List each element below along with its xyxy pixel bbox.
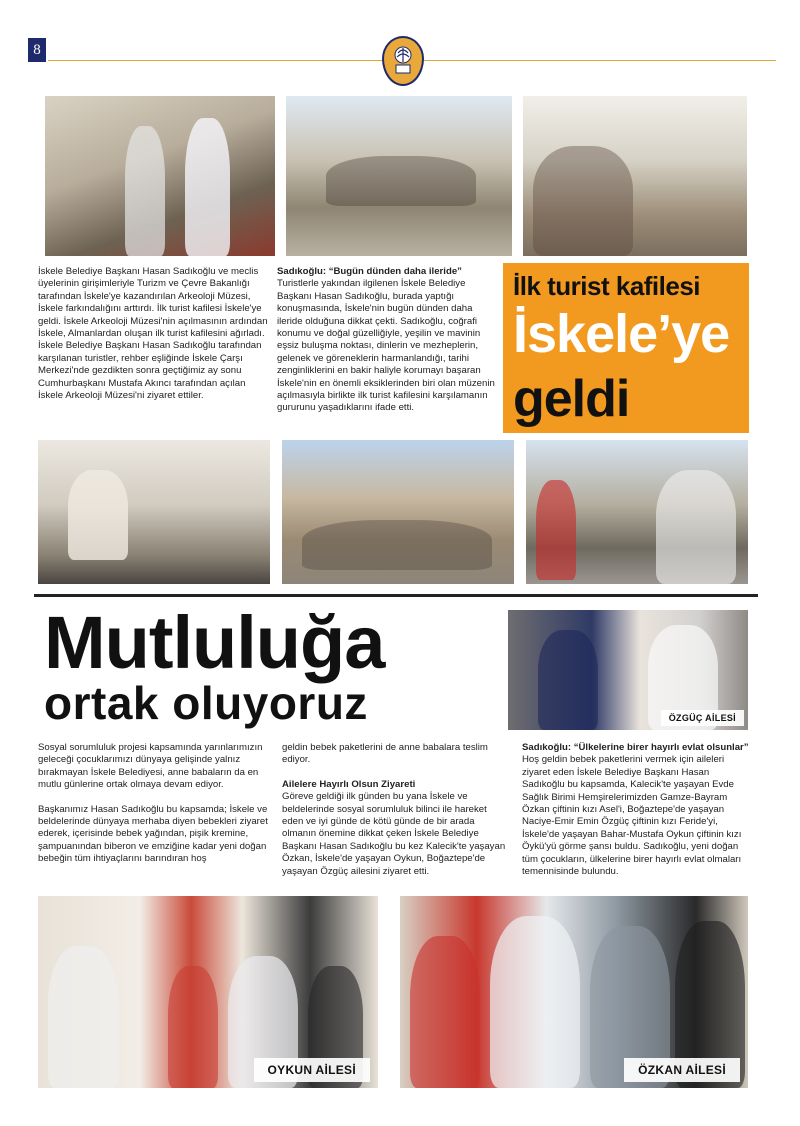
article1-headline-line3: geldi [513,370,630,428]
photo-tourists-street [286,96,512,256]
article2-column3-body: Hoş geldin bebek paketlerini vermek için aileleri ziyaret eden İskele Belediye Başkanı Hasan Sadıkoğlu bu kapsamda, Kalecik'te yaşayan Evde Sağlık Birimi Hemşirelerimizden Gamze-Bayram Özkan çiftinin kızı Asel'i, Boğaztepe'de yaşayan Naciye-Emir Emin Özgüç çiftinin kızı Feride'yi, İskele'de yaşayan Bahar-Mustafa Oykun çiftinin kızı Öykü'yü görme şansı buldu. Sadıkoğlu, yeni doğan tüm çocukların, ülkelerine birer hayırlı evlat olmaları temennisinde bulundu. [522,754,742,878]
photo-mayor-with-tourist [45,96,275,256]
article2-column2-p2: Göreve geldiği ilk günden bu yana İskele ve beldelerinde sosyal sorumluluk bilinci ile hareket eden ve iyi günde de kötü günde de bir arada olmanın önemine dikkat çeken İskele Belediye Başkanı Hasan Sadıkoğlu bu kez Kalecik'te yaşayan Özkan, İskele'de yaşayan Oykun, Boğaztepe'de yaşayan Özgüç ailesini ziyaret etti. [282,791,506,877]
article1-column1: İskele Belediye Başkanı Hasan Sadıkoğlu ve meclis üyelerinin girişimleriyle Turizm ve Çevre Bakanlığı tarafından İskele'ye kazandırılan Arkeoloji Müzesi, İskele farkındalığını arttırdı. İlk turist kafilesi İskele'ye geldi. İskele Arkeoloji Müzesi'nin açılmasının ardından İskele, Almanlardan oluşan ilk turist kafilesini ağırladı. İskele Belediye Başkanı Hasan Sadıkoğlu tarafından karşılanan turistler, rehber eşliğinde İskele Çarşı Merkezi'nde gezdikten sonra geçtiğimiz ay sonu Cumhurbaşkanı Mustafa Akıncı tarafından açılan İskele Arkeoloji Müzesi'ni ziyaret ettiler. [38,266,268,402]
article1-headline-line1: İlk turist kafilesi [513,271,701,301]
article2-column1-p1: Sosyal sorumluluk projesi kapsamında yarınlarımızın geleceği çocuklarımızı dünyaya gelişinde yalnız bırakmayan İskele Belediyesi, anne babaların da en mutlu günlerine ortak olmaya devam ediyor. [38,742,263,791]
photo-ozkan-family [400,896,748,1088]
article2-column2 [282,742,508,878]
photo-museum-exhibits [38,440,270,584]
article2-column1-p2: Başkanımız Hasan Sadıkoğlu bu kapsamda; İskele ve beldelerinde dünyaya merhaba diyen bebekleri ziyaret ederek, içerisinde bebek yağından, pişik kremine, şampuanından biberon ve emziğine kadar yeni doğan bebeğin tüm ihtiyaçlarını barındıran hoş [38,803,268,865]
photo-ozguc-family [508,610,748,730]
caption-oykun: OYKUN AİLESİ [254,1058,371,1082]
caption-ozkan: ÖZKAN AİLESİ [624,1058,740,1082]
article2-headline-line2: ortak oluyoruz [44,677,368,729]
page-number: 8 [28,38,46,62]
article1-subheading: Sadıkoğlu: “Bugün dünden daha ileride” [277,266,462,277]
photo-mayor-handshake [526,440,748,584]
photo-museum-entrance [282,440,514,584]
caption-ozguc: ÖZGÜÇ AİLESİ [661,710,744,726]
article2-column3-heading: Sadıkoğlu: “Ülkelerine birer hayırlı evlat olsunlar” [522,742,749,753]
municipality-logo-icon [382,36,424,86]
article2-column1 [38,742,272,866]
section-divider [34,594,758,597]
article1-column2 [277,266,499,415]
article1-headline-line2: İskele’ye [513,304,730,364]
article1-headline-box [503,263,749,433]
article2-column3 [522,742,750,878]
photo-museum-visit [523,96,747,256]
article2-subheading: Ailelere Hayırlı Olsun Ziyareti [282,778,416,790]
article2-column2-p1: geldin bebek paketlerini de anne babalara teslim ediyor. [282,742,488,766]
article2-headline-line1: Mutluluğa [44,601,385,684]
article1-column2-body: Turistlerle yakından ilgilenen İskele Belediye Başkanı Hasan Sadıkoğlu, burada yaptığı konuşmasında, İskele'nin bugün dünden daha ileride olduğuna dikkat çekti. Sadıkoğlu, coğrafi konumu ve doğal güzelliğiyle, yeşilin ve mavinin eşsiz buluşma noktası, dinlerin ve mezheplerin, gelenek ve göreneklerin harmanlandığı, tarihi zenginliklerini en bakir haliyle korumayı başaran İskele'nin en önemli eksiklerinden biri olan müzenin açılmasıyla birlikte ilk turist kafilesini karşılamanın gururunu yaşadıklarını ifade etti. [277,278,495,414]
photo-oykun-family [38,896,378,1088]
